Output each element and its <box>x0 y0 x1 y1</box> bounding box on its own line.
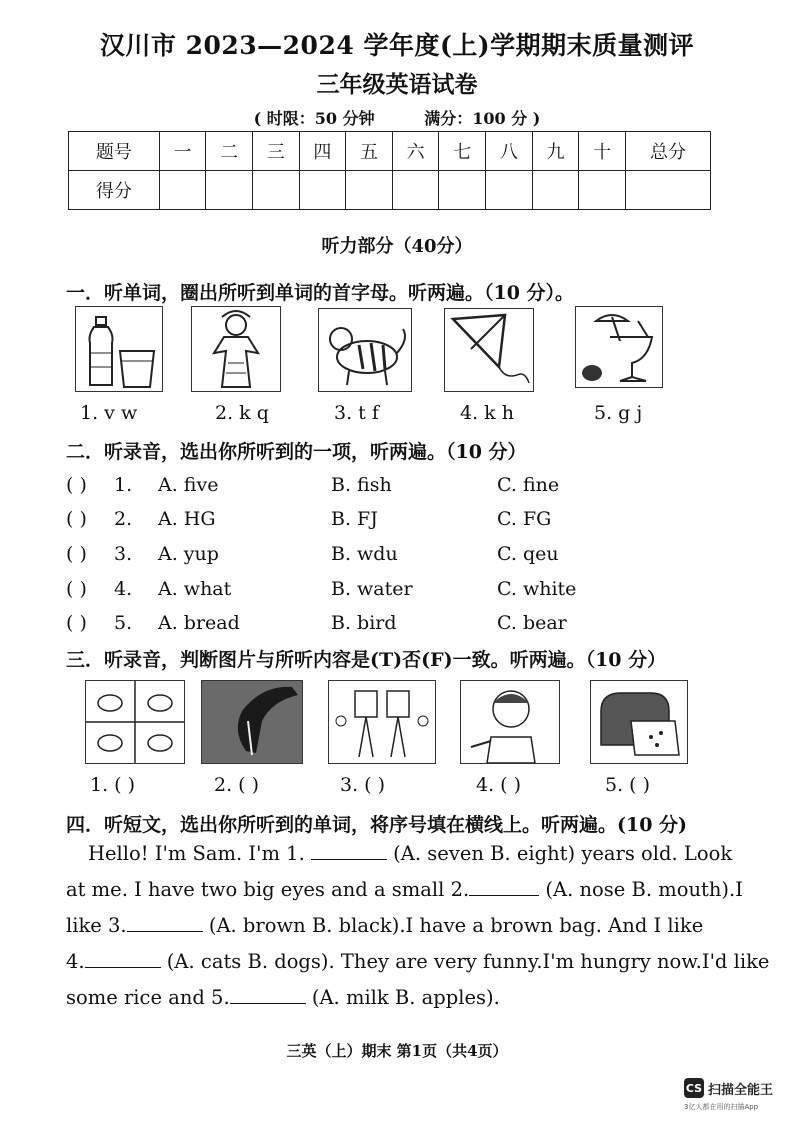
exam-info <box>0 106 794 129</box>
passage-line <box>66 836 736 872</box>
passage-line <box>66 944 770 980</box>
score-cell: 五 <box>346 132 393 171</box>
q4-passage <box>66 836 770 1016</box>
score-cell: 十 <box>579 132 626 171</box>
score-table <box>68 131 711 210</box>
score-cell: 题号 <box>69 132 160 171</box>
option-a: A. five <box>158 474 219 496</box>
option-c: C. qeu <box>497 543 559 565</box>
girl-in-dress-picture <box>191 306 281 392</box>
full-score: 满分：100 分 ) <box>424 109 541 128</box>
q1-choice: 3. t f <box>334 402 379 424</box>
score-input-cell[interactable] <box>299 171 346 210</box>
q4-heading: 四．听短文，选出你所听到的单词，将序号填在横线上。听两遍。(10 分) <box>66 814 688 836</box>
time-limit: ( 时限：50 分钟 <box>253 109 375 128</box>
passage-line <box>66 872 743 908</box>
score-cell: 四 <box>299 132 346 171</box>
answer-bracket[interactable]: ( ) <box>66 474 87 496</box>
score-label-cell: 得分 <box>69 171 160 210</box>
answer-bracket[interactable]: ( ) <box>66 612 87 634</box>
tiger-picture <box>318 308 412 392</box>
score-table-score-row <box>69 171 711 210</box>
option-a: A. yup <box>158 543 219 565</box>
passage-text: (A. nose B. mouth).I <box>539 878 743 901</box>
score-table-header-row <box>69 132 711 171</box>
item-number: 2. <box>114 508 133 530</box>
score-cell: 三 <box>253 132 300 171</box>
bread-picture <box>590 680 688 764</box>
scanner-logo-icon: CS <box>684 1078 704 1098</box>
q1-choice: 2. k q <box>215 402 269 424</box>
four-birds-picture <box>85 680 185 764</box>
option-a: A. bread <box>158 612 240 634</box>
scanner-tagline: 3亿人都在用的扫描App <box>684 1103 759 1111</box>
easels-picture <box>328 680 436 764</box>
answer-blank[interactable] <box>85 949 161 968</box>
q3-answer[interactable]: 3. ( ) <box>340 774 386 796</box>
option-b: B. fish <box>331 474 392 496</box>
q3-heading: 三．听录音，判断图片与所听内容是(T)否(F)一致。听两遍。（10 分） <box>66 649 667 671</box>
score-cell: 二 <box>206 132 253 171</box>
answer-blank[interactable] <box>469 877 539 896</box>
exam-subtitle: 三年级英语试卷 <box>316 71 478 98</box>
q2-heading: 二．听录音，选出你所听到的一项，听两遍。（10 分） <box>66 441 527 463</box>
score-cell: 总分 <box>626 132 711 171</box>
q1-choice: 5. g j <box>594 402 643 424</box>
answer-bracket[interactable]: ( ) <box>66 578 87 600</box>
juice-drink-picture <box>575 306 663 388</box>
option-b: B. bird <box>331 612 397 634</box>
score-cell: 八 <box>486 132 533 171</box>
q1-heading: 一．听单词，圈出所听到单词的首字母。听两遍。（10 分）。 <box>66 282 575 304</box>
q3-answer[interactable]: 1. ( ) <box>90 774 136 796</box>
passage-text: at me. I have two big eyes and a small 2. <box>66 878 470 901</box>
option-b: B. water <box>331 578 413 600</box>
listening-section-title: 听力部分（40分） <box>321 236 473 257</box>
q3-answer[interactable]: 5. ( ) <box>605 774 651 796</box>
score-input-cell[interactable] <box>486 171 533 210</box>
passage-text: like 3. <box>66 914 127 937</box>
score-input-cell[interactable] <box>532 171 579 210</box>
option-b: B. FJ <box>331 508 378 530</box>
item-number: 3. <box>114 543 133 565</box>
score-cell: 一 <box>159 132 206 171</box>
score-input-cell[interactable] <box>439 171 486 210</box>
q3-answer[interactable]: 2. ( ) <box>214 774 260 796</box>
answer-blank[interactable] <box>230 985 306 1004</box>
boy-picture <box>460 680 560 764</box>
score-input-cell[interactable] <box>206 171 253 210</box>
passage-text: (A. seven B. eight) years old. Look <box>386 842 733 865</box>
score-input-cell[interactable] <box>579 171 626 210</box>
kite-picture <box>444 308 534 392</box>
q1-choice: 1. v w <box>80 402 138 424</box>
score-cell: 九 <box>532 132 579 171</box>
scanner-watermark <box>684 1078 773 1098</box>
score-input-cell[interactable] <box>346 171 393 210</box>
q2-item <box>66 612 706 638</box>
q1-choice: 4. k h <box>460 402 514 424</box>
q2-item <box>66 508 706 534</box>
answer-blank[interactable] <box>311 841 387 860</box>
q3-answer[interactable]: 4. ( ) <box>476 774 522 796</box>
option-c: C. fine <box>497 474 560 496</box>
score-input-cell[interactable] <box>626 171 711 210</box>
answer-blank[interactable] <box>127 913 203 932</box>
option-c: C. bear <box>497 612 567 634</box>
item-number: 4. <box>114 578 133 600</box>
score-cell: 六 <box>392 132 439 171</box>
option-c: C. white <box>497 578 577 600</box>
passage-text: Hello! I'm Sam. I'm 1. <box>88 842 311 865</box>
passage-text: (A. milk B. apples). <box>305 986 500 1009</box>
passage-text: some rice and 5. <box>66 986 230 1009</box>
passage-text: (A. brown B. black).I have a brown bag. And I like <box>202 914 704 937</box>
page-footer: 三英（上）期末 第1页（共4页） <box>286 1042 508 1060</box>
q2-item <box>66 474 706 500</box>
passage-text: (A. cats B. dogs). They are very funny.I'm hungry now.I'd like <box>160 950 770 973</box>
bird-beak-picture <box>201 680 303 764</box>
exam-title: 汉川市 2023—2024 学年度(上)学期期末质量测评 <box>99 31 695 60</box>
water-bottle-and-glass-picture <box>75 306 163 392</box>
passage-text: 4. <box>66 950 85 973</box>
answer-bracket[interactable]: ( ) <box>66 508 87 530</box>
item-number: 5. <box>114 612 133 634</box>
option-a: A. what <box>158 578 232 600</box>
passage-line <box>66 908 736 944</box>
scanner-app-name: 扫描全能王 <box>708 1082 774 1098</box>
score-input-cell[interactable] <box>159 171 206 210</box>
q2-item <box>66 543 706 569</box>
option-c: C. FG <box>497 508 552 530</box>
item-number: 1. <box>114 474 133 496</box>
score-input-cell[interactable] <box>253 171 300 210</box>
score-cell: 七 <box>439 132 486 171</box>
answer-bracket[interactable]: ( ) <box>66 543 87 565</box>
option-a: A. HG <box>158 508 216 530</box>
option-b: B. wdu <box>331 543 398 565</box>
score-input-cell[interactable] <box>392 171 439 210</box>
q2-item <box>66 578 706 604</box>
passage-line <box>66 980 736 1016</box>
